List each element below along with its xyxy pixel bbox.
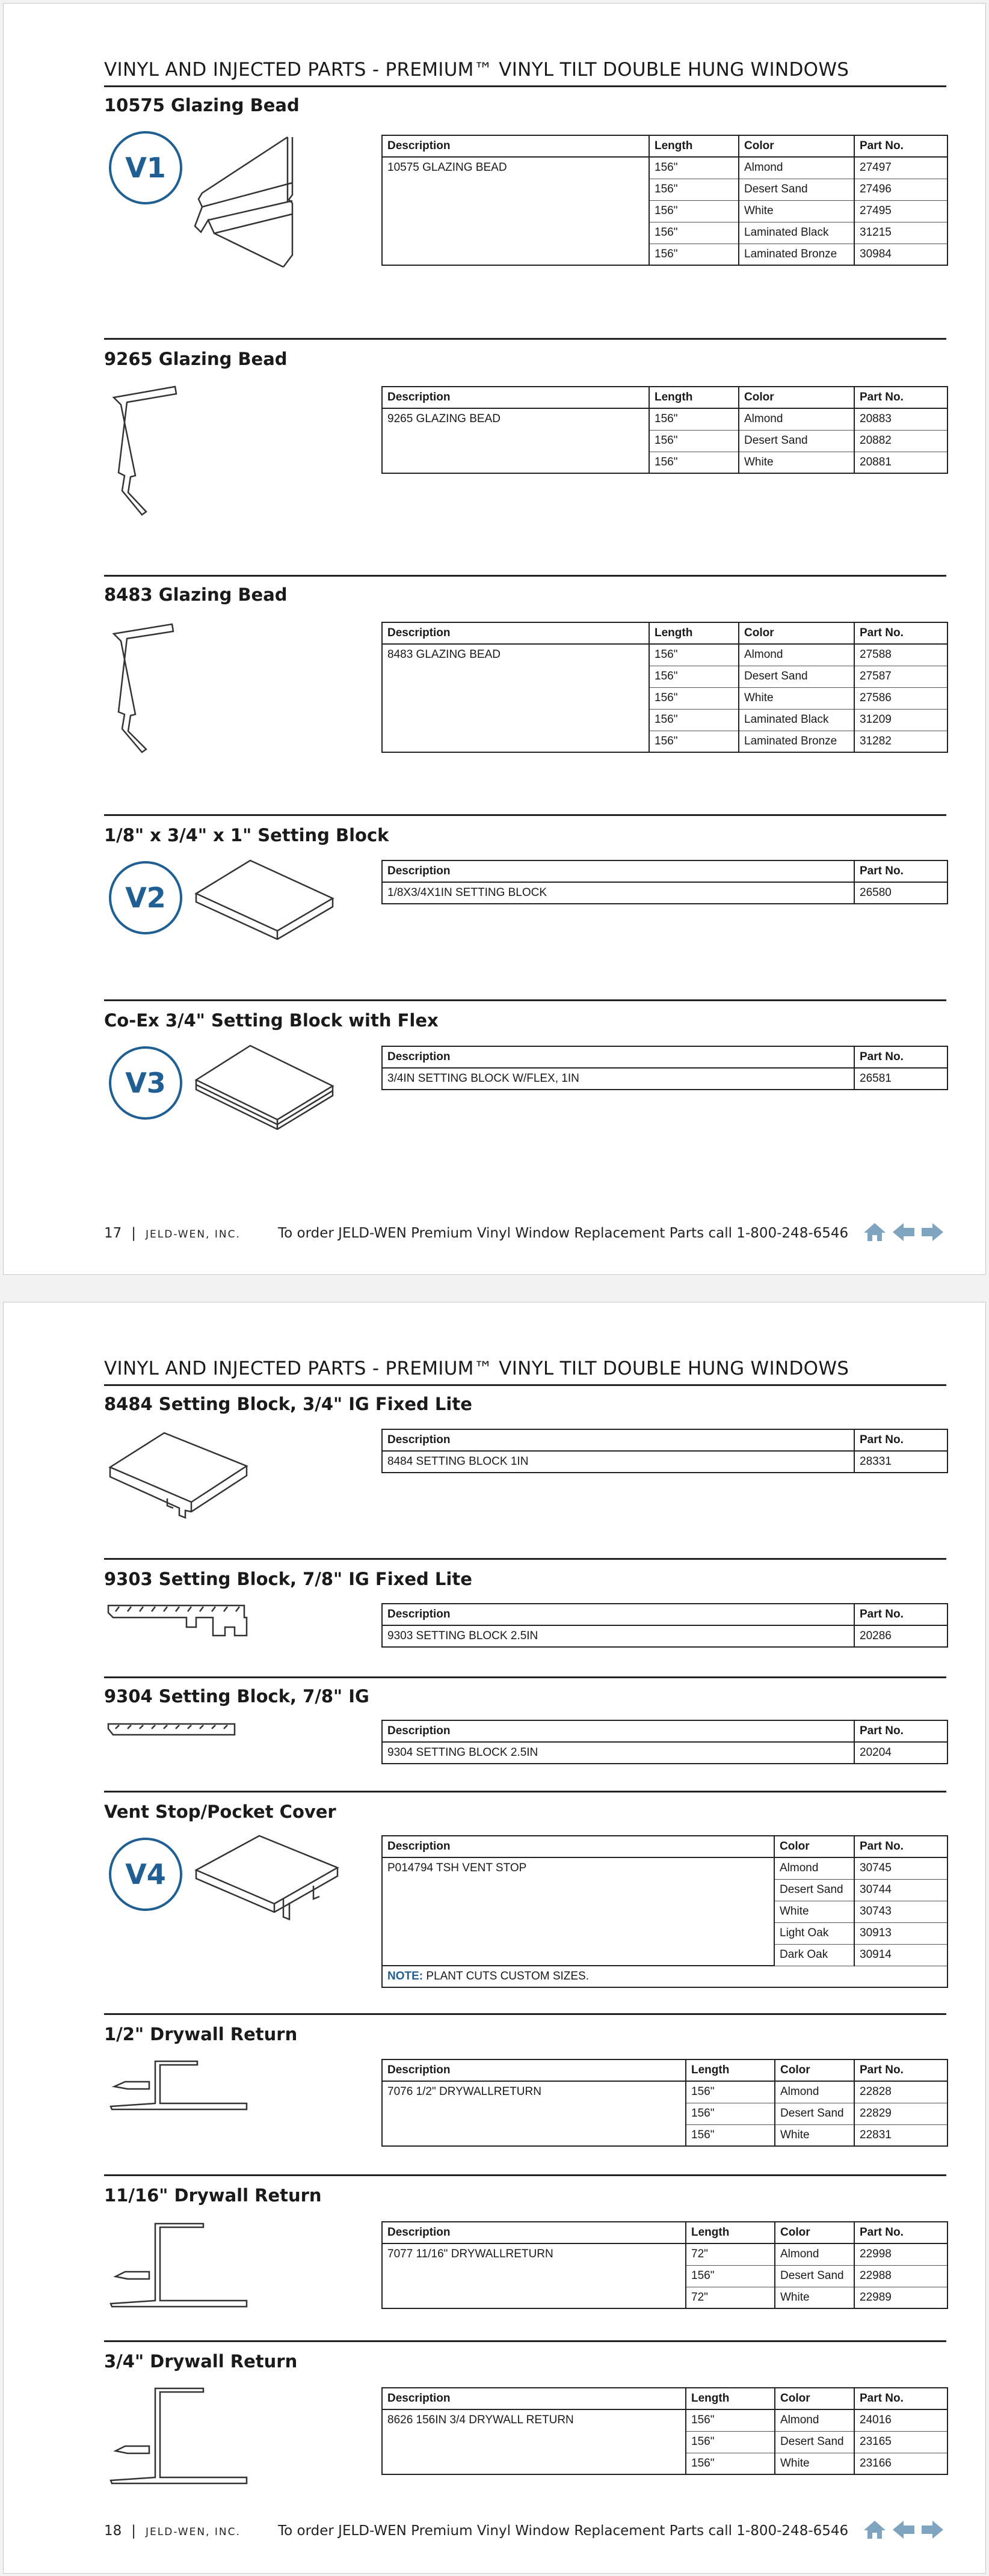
col-part: Part No. bbox=[854, 860, 947, 882]
part-cell: 27495 bbox=[854, 200, 947, 222]
color-cell: Dark Oak bbox=[774, 1944, 854, 1966]
col-length: Length bbox=[686, 2222, 775, 2243]
badge-v2: V2 bbox=[109, 861, 182, 934]
section-rule bbox=[104, 1558, 946, 1560]
col-description: Description bbox=[382, 2059, 686, 2081]
home-icon[interactable] bbox=[863, 1222, 887, 1242]
color-cell: Laminated Bronze bbox=[739, 244, 854, 265]
glazing-bead-9265-drawing bbox=[109, 385, 181, 524]
color-cell: White bbox=[774, 1901, 854, 1922]
parts-table bbox=[381, 2059, 948, 2147]
note-row bbox=[382, 1966, 947, 1987]
part-cell: 26581 bbox=[854, 1068, 947, 1090]
parts-table bbox=[381, 2387, 948, 2475]
length-cell: 156" bbox=[649, 244, 739, 265]
color-cell: Light Oak bbox=[774, 1922, 854, 1944]
section-title: 3/4" Drywall Return bbox=[104, 2351, 298, 2372]
color-cell: Desert Sand bbox=[775, 2265, 854, 2287]
note-cell bbox=[382, 1966, 947, 1987]
color-cell: Desert Sand bbox=[775, 2103, 854, 2124]
description-cell: 7077 11/16" DRYWALLRETURN bbox=[382, 2243, 686, 2308]
col-description: Description bbox=[382, 1604, 854, 1625]
parts-table bbox=[381, 1429, 948, 1473]
length-cell: 156" bbox=[649, 666, 739, 687]
col-description: Description bbox=[382, 1046, 854, 1068]
part-cell: 22988 bbox=[854, 2265, 947, 2287]
page-number: 18 bbox=[104, 2523, 122, 2539]
table-row bbox=[382, 1857, 947, 1879]
home-icon[interactable] bbox=[863, 2519, 887, 2540]
parts-table bbox=[381, 1046, 948, 1090]
glazing-bead-8483-drawing bbox=[109, 623, 181, 761]
col-part: Part No. bbox=[854, 1046, 947, 1068]
color-cell: White bbox=[775, 2124, 854, 2146]
page-footer bbox=[104, 1225, 241, 1241]
col-part: Part No. bbox=[854, 1720, 947, 1742]
length-cell: 156" bbox=[649, 430, 739, 452]
color-cell: Desert Sand bbox=[774, 1879, 854, 1901]
part-cell: 30914 bbox=[854, 1944, 947, 1966]
part-cell: 22828 bbox=[854, 2081, 947, 2103]
col-color: Color bbox=[775, 2059, 854, 2081]
length-cell: 156" bbox=[686, 2124, 775, 2146]
description-cell: 7076 1/2" DRYWALLRETURN bbox=[382, 2081, 686, 2146]
parts-table bbox=[381, 1603, 948, 1648]
color-cell: Laminated Black bbox=[739, 222, 854, 244]
color-cell: White bbox=[739, 687, 854, 709]
table-row bbox=[382, 1625, 947, 1647]
color-cell: Almond bbox=[775, 2081, 854, 2103]
part-cell: 20881 bbox=[854, 452, 947, 473]
col-part: Part No. bbox=[854, 387, 947, 408]
table-row bbox=[382, 1742, 947, 1764]
part-cell: 27586 bbox=[854, 687, 947, 709]
length-cell: 156" bbox=[649, 644, 739, 666]
part-cell: 22831 bbox=[854, 2124, 947, 2146]
col-color: Color bbox=[775, 2388, 854, 2409]
parts-table bbox=[381, 386, 948, 474]
badge-v3: V3 bbox=[109, 1046, 182, 1120]
order-text: To order JELD-WEN Premium Vinyl Window Replacement Parts call 1-800-248-6546 bbox=[278, 1225, 849, 1241]
length-cell: 72" bbox=[686, 2243, 775, 2265]
length-cell: 156" bbox=[686, 2103, 775, 2124]
col-part: Part No. bbox=[854, 2222, 947, 2243]
part-cell: 23166 bbox=[854, 2453, 947, 2474]
part-cell: 26580 bbox=[854, 882, 947, 904]
col-length: Length bbox=[686, 2059, 775, 2081]
color-cell: Almond bbox=[739, 644, 854, 666]
part-cell: 31282 bbox=[854, 731, 947, 752]
color-cell: Almond bbox=[739, 157, 854, 179]
section-title: 8483 Glazing Bead bbox=[104, 584, 288, 605]
footer-separator: | bbox=[131, 2523, 137, 2539]
length-cell: 156" bbox=[686, 2453, 775, 2474]
description-cell: 3/4IN SETTING BLOCK W/FLEX, 1IN bbox=[382, 1068, 854, 1090]
part-cell: 31215 bbox=[854, 222, 947, 244]
section-rule bbox=[104, 2340, 946, 2342]
col-description: Description bbox=[382, 2222, 686, 2243]
length-cell: 156" bbox=[686, 2431, 775, 2453]
col-length: Length bbox=[649, 387, 739, 408]
description-cell: 8483 GLAZING BEAD bbox=[382, 644, 649, 752]
section-rule bbox=[104, 338, 946, 340]
footer-separator: | bbox=[131, 1225, 137, 1241]
col-part: Part No. bbox=[854, 1604, 947, 1625]
col-part: Part No. bbox=[854, 622, 947, 644]
col-color: Color bbox=[739, 387, 854, 408]
order-text: To order JELD-WEN Premium Vinyl Window Replacement Parts call 1-800-248-6546 bbox=[278, 2523, 849, 2539]
part-cell: 27497 bbox=[854, 157, 947, 179]
badge-v1: V1 bbox=[109, 131, 182, 204]
arrow-left-icon[interactable] bbox=[892, 1222, 916, 1242]
part-cell: 23165 bbox=[854, 2431, 947, 2453]
col-description: Description bbox=[382, 1836, 774, 1857]
parts-table bbox=[381, 622, 948, 753]
color-cell: Almond bbox=[774, 1857, 854, 1879]
badge-v4: V4 bbox=[109, 1838, 182, 1911]
note-text: PLANT CUTS CUSTOM SIZES. bbox=[426, 1970, 590, 1983]
parts-table bbox=[381, 135, 948, 266]
length-cell: 156" bbox=[649, 179, 739, 200]
section-rule bbox=[104, 2013, 946, 2015]
drywall-return-half-drawing bbox=[107, 2059, 251, 2119]
setting-block-drawing bbox=[193, 857, 337, 942]
col-length: Length bbox=[649, 135, 739, 157]
page-footer bbox=[104, 2523, 241, 2539]
setting-block-8484-drawing bbox=[107, 1430, 251, 1520]
description-cell: 10575 GLAZING BEAD bbox=[382, 157, 649, 265]
col-description: Description bbox=[382, 135, 649, 157]
color-cell: White bbox=[739, 200, 854, 222]
page-nav bbox=[863, 1222, 944, 1242]
section-title: 10575 Glazing Bead bbox=[104, 95, 300, 115]
part-cell: 30913 bbox=[854, 1922, 947, 1944]
table-row bbox=[382, 157, 947, 179]
length-cell: 156" bbox=[686, 2081, 775, 2103]
page-17 bbox=[3, 3, 986, 1275]
length-cell: 72" bbox=[686, 2287, 775, 2308]
length-cell: 156" bbox=[649, 452, 739, 473]
part-cell: 20883 bbox=[854, 408, 947, 430]
table-row bbox=[382, 644, 947, 666]
col-description: Description bbox=[382, 1429, 854, 1451]
part-cell: 27588 bbox=[854, 644, 947, 666]
section-title: 11/16" Drywall Return bbox=[104, 2185, 322, 2206]
color-cell: Laminated Bronze bbox=[739, 731, 854, 752]
drywall-return-3-4-drawing bbox=[107, 2386, 251, 2488]
table-row bbox=[382, 1451, 947, 1473]
section-title: Co-Ex 3/4" Setting Block with Flex bbox=[104, 1010, 439, 1031]
part-cell: 30743 bbox=[854, 1901, 947, 1922]
col-color: Color bbox=[775, 2222, 854, 2243]
length-cell: 156" bbox=[686, 2265, 775, 2287]
section-rule bbox=[104, 1676, 946, 1678]
col-description: Description bbox=[382, 622, 649, 644]
part-cell: 20204 bbox=[854, 1742, 947, 1764]
table-row bbox=[382, 2243, 947, 2265]
col-description: Description bbox=[382, 387, 649, 408]
table-row bbox=[382, 408, 947, 430]
part-cell: 31209 bbox=[854, 709, 947, 731]
page-header: VINYL AND INJECTED PARTS - PREMIUM™ VINYL TILT DOUBLE HUNG WINDOWS bbox=[104, 59, 849, 81]
color-cell: White bbox=[775, 2287, 854, 2308]
part-cell: 24016 bbox=[854, 2409, 947, 2431]
section-rule bbox=[104, 999, 946, 1001]
part-cell: 20882 bbox=[854, 430, 947, 452]
table-row bbox=[382, 2409, 947, 2431]
table-row bbox=[382, 1068, 947, 1090]
company-name: JELD-WEN, INC. bbox=[146, 1228, 241, 1240]
parts-table bbox=[381, 860, 948, 904]
length-cell: 156" bbox=[649, 200, 739, 222]
description-cell: 9303 SETTING BLOCK 2.5IN bbox=[382, 1625, 854, 1647]
header-rule bbox=[104, 1384, 946, 1386]
part-cell: 27496 bbox=[854, 179, 947, 200]
arrow-right-icon[interactable] bbox=[920, 2519, 944, 2540]
page-header: VINYL AND INJECTED PARTS - PREMIUM™ VINYL TILT DOUBLE HUNG WINDOWS bbox=[104, 1358, 849, 1379]
section-title: 9304 Setting Block, 7/8" IG bbox=[104, 1686, 369, 1707]
col-length: Length bbox=[649, 622, 739, 644]
section-title: 1/8" x 3/4" x 1" Setting Block bbox=[104, 825, 389, 845]
setting-block-9303-drawing bbox=[107, 1604, 251, 1640]
section-title: Vent Stop/Pocket Cover bbox=[104, 1802, 336, 1822]
header-rule bbox=[104, 85, 946, 87]
col-description: Description bbox=[382, 860, 854, 882]
section-rule bbox=[104, 814, 946, 816]
part-cell: 20286 bbox=[854, 1625, 947, 1647]
part-cell: 30744 bbox=[854, 1879, 947, 1901]
parts-table bbox=[381, 1835, 948, 1988]
table-row bbox=[382, 2081, 947, 2103]
description-cell: 8626 156IN 3/4 DRYWALL RETURN bbox=[382, 2409, 686, 2474]
part-cell: 30984 bbox=[854, 244, 947, 265]
color-cell: White bbox=[775, 2453, 854, 2474]
col-color: Color bbox=[739, 135, 854, 157]
description-cell: 8484 SETTING BLOCK 1IN bbox=[382, 1451, 854, 1473]
page-18 bbox=[3, 1302, 986, 2574]
color-cell: Desert Sand bbox=[739, 430, 854, 452]
vent-stop-drawing bbox=[193, 1833, 344, 1923]
col-color: Color bbox=[739, 622, 854, 644]
col-description: Description bbox=[382, 1720, 854, 1742]
description-cell: 9265 GLAZING BEAD bbox=[382, 408, 649, 473]
setting-block-9304-drawing bbox=[107, 1720, 239, 1738]
length-cell: 156" bbox=[649, 157, 739, 179]
col-part: Part No. bbox=[854, 1429, 947, 1451]
table-row bbox=[382, 882, 947, 904]
color-cell: Desert Sand bbox=[775, 2431, 854, 2453]
section-title: 9303 Setting Block, 7/8" IG Fixed Lite bbox=[104, 1569, 472, 1589]
length-cell: 156" bbox=[649, 408, 739, 430]
page-nav bbox=[863, 2519, 944, 2540]
description-cell: P014794 TSH VENT STOP bbox=[382, 1857, 774, 1966]
section-rule bbox=[104, 2174, 946, 2176]
length-cell: 156" bbox=[686, 2409, 775, 2431]
section-title: 1/2" Drywall Return bbox=[104, 2024, 298, 2044]
page-number: 17 bbox=[104, 1225, 122, 1241]
color-cell: Desert Sand bbox=[739, 666, 854, 687]
flex-setting-block-drawing bbox=[193, 1043, 337, 1133]
section-rule bbox=[104, 575, 946, 577]
col-part: Part No. bbox=[854, 2059, 947, 2081]
color-cell: Laminated Black bbox=[739, 709, 854, 731]
drywall-return-11-16-drawing bbox=[107, 2221, 251, 2311]
parts-table bbox=[381, 1720, 948, 1764]
part-cell: 30745 bbox=[854, 1857, 947, 1879]
length-cell: 156" bbox=[649, 222, 739, 244]
col-part: Part No. bbox=[854, 135, 947, 157]
arrow-left-icon[interactable] bbox=[892, 2519, 916, 2540]
part-cell: 22989 bbox=[854, 2287, 947, 2308]
arrow-right-icon[interactable] bbox=[920, 1222, 944, 1242]
color-cell: Almond bbox=[775, 2409, 854, 2431]
col-length: Length bbox=[686, 2388, 775, 2409]
description-cell: 1/8X3/4X1IN SETTING BLOCK bbox=[382, 882, 854, 904]
section-title: 8484 Setting Block, 3/4" IG Fixed Lite bbox=[104, 1394, 472, 1414]
color-cell: White bbox=[739, 452, 854, 473]
length-cell: 156" bbox=[649, 731, 739, 752]
length-cell: 156" bbox=[649, 687, 739, 709]
description-cell: 9304 SETTING BLOCK 2.5IN bbox=[382, 1742, 854, 1764]
color-cell: Almond bbox=[739, 408, 854, 430]
part-cell: 28331 bbox=[854, 1451, 947, 1473]
parts-table bbox=[381, 2221, 948, 2309]
company-name: JELD-WEN, INC. bbox=[146, 2526, 241, 2538]
color-cell: Desert Sand bbox=[739, 179, 854, 200]
glazing-bead-10575-drawing bbox=[190, 130, 310, 280]
part-cell: 27587 bbox=[854, 666, 947, 687]
part-cell: 22998 bbox=[854, 2243, 947, 2265]
color-cell: Almond bbox=[775, 2243, 854, 2265]
part-cell: 22829 bbox=[854, 2103, 947, 2124]
col-part: Part No. bbox=[854, 1836, 947, 1857]
col-part: Part No. bbox=[854, 2388, 947, 2409]
col-color: Color bbox=[774, 1836, 854, 1857]
length-cell: 156" bbox=[649, 709, 739, 731]
section-rule bbox=[104, 1791, 946, 1792]
note-label: NOTE: bbox=[387, 1970, 424, 1983]
col-description: Description bbox=[382, 2388, 686, 2409]
section-title: 9265 Glazing Bead bbox=[104, 349, 288, 369]
